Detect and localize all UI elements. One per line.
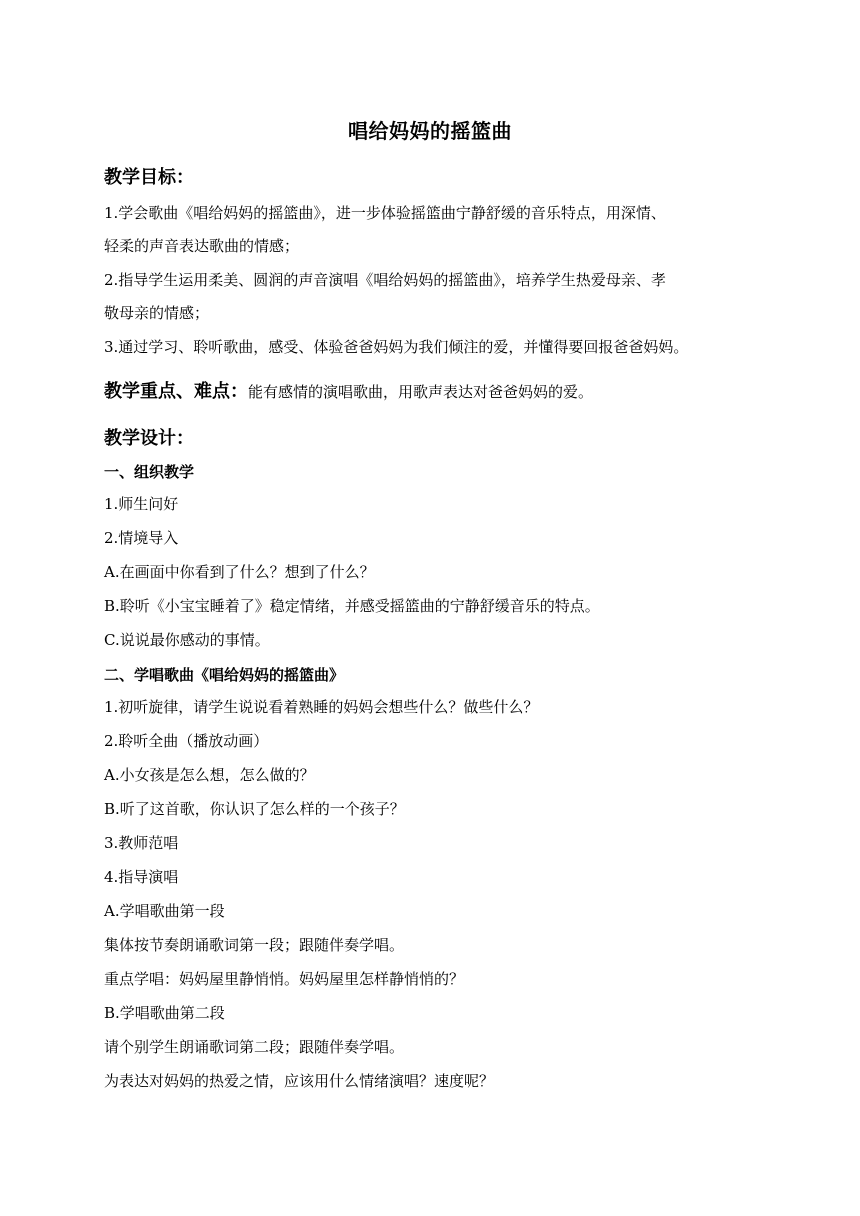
section-line: 为表达对妈妈的热爱之情，应该用什么情绪演唱？速度呢？ <box>104 1072 495 1090</box>
objective-line: 2.指导学生运用柔美、圆润的声音演唱《唱给妈妈的摇篮曲》，培养学生热爱母亲、孝 <box>104 271 666 289</box>
key-points-heading: 教学重点、难点： <box>104 381 248 402</box>
section-line: 1.初听旋律，请学生说说看着熟睡的妈妈会想些什么？做些什么？ <box>104 698 539 716</box>
section-line: 2.聆听全曲（播放动画） <box>104 732 269 750</box>
section-line: 重点学唱：妈妈屋里静悄悄。妈妈屋里怎样静悄悄的？ <box>104 970 465 988</box>
objectives-heading: 教学目标： <box>104 167 194 188</box>
key-points-text: 能有感情的演唱歌曲，用歌声表达对爸爸妈妈的爱。 <box>248 383 594 401</box>
section-heading: 二、学唱歌曲《唱给妈妈的摇篮曲》 <box>104 666 345 684</box>
objective-line: 1.学会歌曲《唱给妈妈的摇篮曲》，进一步体验摇篮曲宁静舒缓的音乐特点，用深情、 <box>104 204 666 222</box>
section-line: C.说说最你感动的事情。 <box>104 631 270 649</box>
objective-line: 敬母亲的情感； <box>104 304 210 322</box>
section-line: B.听了这首歌，你认识了怎么样的一个孩子？ <box>104 800 405 818</box>
section-line: 4.指导演唱 <box>104 868 179 886</box>
section-line: 2.情境导入 <box>104 529 179 547</box>
section-line: 3.教师范唱 <box>104 834 179 852</box>
section-line: A.小女孩是怎么想，怎么做的？ <box>104 766 315 784</box>
document-title: 唱给妈妈的摇篮曲 <box>348 119 512 143</box>
section-line: A.学唱歌曲第一段 <box>104 902 225 920</box>
section-heading: 一、组织教学 <box>104 463 195 481</box>
section-line: 集体按节奏朗诵歌词第一段；跟随伴奏学唱。 <box>104 936 405 954</box>
section-line: A.在画面中你看到了什么？想到了什么？ <box>104 563 375 581</box>
section-line: 请个别学生朗诵歌词第二段；跟随伴奏学唱。 <box>104 1038 405 1056</box>
key-points-row <box>104 377 593 403</box>
section-line: 1.师生问好 <box>104 495 179 513</box>
section-line: B.聆听《小宝宝睡着了》稳定情绪，并感受摇篮曲的宁静舒缓音乐的特点。 <box>104 597 600 615</box>
objective-line: 3.通过学习、聆听歌曲，感受、体验爸爸妈妈为我们倾注的爱，并懂得要回报爸爸妈妈。 <box>104 338 689 356</box>
objective-line: 轻柔的声音表达歌曲的情感； <box>104 237 300 255</box>
design-heading: 教学设计： <box>104 428 194 449</box>
section-line: B.学唱歌曲第二段 <box>104 1004 225 1022</box>
